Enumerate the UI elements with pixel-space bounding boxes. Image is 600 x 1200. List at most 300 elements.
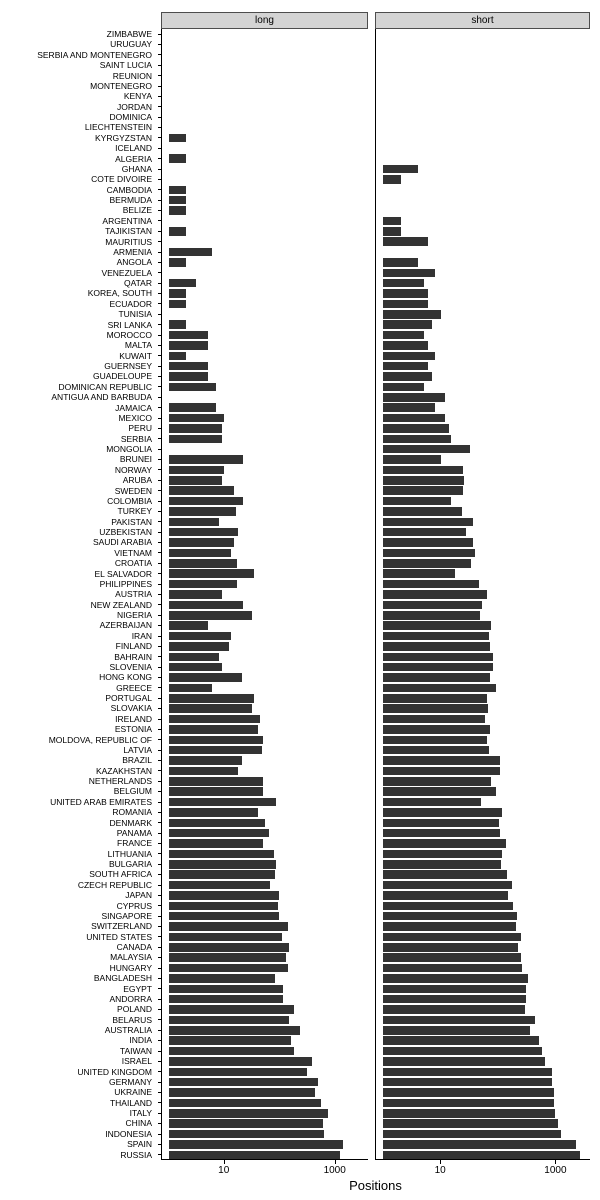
bar-short xyxy=(383,798,480,807)
bar-long xyxy=(169,611,252,620)
panel-short xyxy=(375,29,590,1160)
bar-short xyxy=(383,569,455,578)
country-label: RUSSIA xyxy=(120,1149,152,1160)
bar-short xyxy=(383,1088,553,1097)
bar-long xyxy=(169,902,277,911)
country-label: SERBIA xyxy=(120,433,152,444)
country-label: NIGERIA xyxy=(117,610,152,621)
bar-short xyxy=(383,881,512,890)
bar-long xyxy=(169,601,243,610)
bar-long xyxy=(169,912,278,921)
country-label: ANDORRA xyxy=(109,993,152,1004)
bar-short xyxy=(383,974,527,983)
country-label: GUADELOUPE xyxy=(92,371,152,382)
bar-long xyxy=(169,414,224,423)
panel-long xyxy=(161,29,368,1160)
bar-long xyxy=(169,518,219,527)
country-label: SAUDI ARABIA xyxy=(92,537,152,548)
bar-long xyxy=(169,424,222,433)
country-label: POLAND xyxy=(117,1004,152,1015)
bar-long xyxy=(169,466,224,475)
bar-short xyxy=(383,611,479,620)
country-label: ARMENIA xyxy=(113,246,152,257)
bar-long xyxy=(169,756,242,765)
country-label: EL SALVADOR xyxy=(94,568,152,579)
bar-short xyxy=(383,372,431,381)
country-label: KOREA, SOUTH xyxy=(87,288,152,299)
bar-long xyxy=(169,1088,314,1097)
bar-long xyxy=(169,300,186,309)
country-label: PORTUGAL xyxy=(105,693,152,704)
country-label: CAMBODIA xyxy=(106,184,152,195)
bar-long xyxy=(169,933,282,942)
bar-long xyxy=(169,673,242,682)
bar-long xyxy=(169,642,229,651)
bar-long xyxy=(169,1026,299,1035)
country-label: MALAYSIA xyxy=(110,952,152,963)
country-label: MAURITIUS xyxy=(105,236,152,247)
bar-long xyxy=(169,569,254,578)
bar-short xyxy=(383,850,502,859)
country-label: NETHERLANDS xyxy=(88,776,152,787)
bar-short xyxy=(383,331,423,340)
bar-short xyxy=(383,175,400,184)
bar-long xyxy=(169,1047,294,1056)
bar-long xyxy=(169,403,216,412)
bar-short xyxy=(383,933,520,942)
bar-short xyxy=(383,289,428,298)
bar-long xyxy=(169,767,238,776)
country-label: ISRAEL xyxy=(121,1056,152,1067)
country-label: BERMUDA xyxy=(109,195,152,206)
bar-short xyxy=(383,258,418,267)
bar-long xyxy=(169,549,231,558)
country-label: BRAZIL xyxy=(122,755,152,766)
country-label: TURKEY xyxy=(117,506,152,517)
country-label: JORDAN xyxy=(117,101,152,112)
bar-long xyxy=(169,486,234,495)
country-label: MALTA xyxy=(124,340,152,351)
bar-short xyxy=(383,403,435,412)
bar-short xyxy=(383,590,486,599)
bar-short xyxy=(383,819,498,828)
bar-long xyxy=(169,559,237,568)
bar-short xyxy=(383,715,484,724)
bar-short xyxy=(383,455,440,464)
bar-long xyxy=(169,1109,327,1118)
country-label: REUNION xyxy=(112,70,152,81)
bar-long xyxy=(169,953,285,962)
bar-long xyxy=(169,808,257,817)
bar-short xyxy=(383,808,502,817)
bar-short xyxy=(383,736,487,745)
bar-long xyxy=(169,1036,291,1045)
bar-short xyxy=(383,953,520,962)
bar-short xyxy=(383,922,516,931)
country-label: UNITED ARAB EMIRATES xyxy=(50,796,152,807)
country-label: PHILIPPINES xyxy=(99,578,152,589)
bar-long xyxy=(169,839,263,848)
bar-long xyxy=(169,632,231,641)
bar-long xyxy=(169,736,263,745)
bar-short xyxy=(383,237,428,246)
bar-short xyxy=(383,320,431,329)
country-label: VENEZUELA xyxy=(101,267,152,278)
bar-long xyxy=(169,974,275,983)
bar-short xyxy=(383,341,428,350)
country-label: GHANA xyxy=(121,163,152,174)
bar-long xyxy=(169,704,252,713)
bar-long xyxy=(169,1140,343,1149)
country-label: QATAR xyxy=(123,278,152,289)
x-axis-tick xyxy=(335,1160,336,1164)
x-axis-tick-label: 10 xyxy=(218,1165,230,1176)
country-label: CANADA xyxy=(116,942,152,953)
country-label: KAZAKHSTAN xyxy=(95,765,152,776)
bar-long xyxy=(169,964,287,973)
bar-long xyxy=(169,279,195,288)
bar-short xyxy=(383,424,449,433)
bar-short xyxy=(383,777,491,786)
bar-short xyxy=(383,497,450,506)
country-label: LIECHTENSTEIN xyxy=(84,122,152,133)
bar-short xyxy=(383,352,435,361)
country-label: AUSTRIA xyxy=(115,589,152,600)
bar-short xyxy=(383,435,450,444)
bar-short xyxy=(383,310,440,319)
bar-short xyxy=(383,829,499,838)
bar-long xyxy=(169,227,186,236)
bar-short xyxy=(383,528,466,537)
bar-short xyxy=(383,756,499,765)
bar-short xyxy=(383,902,512,911)
country-label: ROMANIA xyxy=(112,807,152,818)
bar-short xyxy=(383,383,423,392)
country-label: HUNGARY xyxy=(109,962,152,973)
bar-long xyxy=(169,870,275,879)
bar-short xyxy=(383,165,418,174)
country-label: BRUNEI xyxy=(119,454,152,465)
country-label: BULGARIA xyxy=(109,859,152,870)
bar-short xyxy=(383,466,462,475)
country-label: SLOVENIA xyxy=(109,661,152,672)
bar-long xyxy=(169,383,216,392)
country-label: BAHRAIN xyxy=(114,651,152,662)
country-label: TAJIKISTAN xyxy=(105,226,152,237)
bar-long xyxy=(169,829,269,838)
bar-long xyxy=(169,196,186,205)
bar-long xyxy=(169,435,222,444)
strip-label-short: short xyxy=(471,15,494,26)
strip-header-short xyxy=(375,12,590,29)
bar-short xyxy=(383,891,508,900)
country-label: UZBEKISTAN xyxy=(99,527,152,538)
country-label: DENMARK xyxy=(109,817,152,828)
country-label: SPAIN xyxy=(127,1139,152,1150)
country-label: MOLDOVA, REPUBLIC OF xyxy=(48,734,152,745)
bar-long xyxy=(169,1005,294,1014)
bar-short xyxy=(383,621,491,630)
country-label: CROATIA xyxy=(114,558,152,569)
bar-long xyxy=(169,538,234,547)
country-label: INDONESIA xyxy=(105,1128,152,1139)
country-label: CHINA xyxy=(125,1118,152,1129)
country-label: MONGOLIA xyxy=(106,444,152,455)
bar-long xyxy=(169,497,243,506)
bar-short xyxy=(383,704,487,713)
bar-long xyxy=(169,331,208,340)
bar-short xyxy=(383,1130,561,1139)
bar-long xyxy=(169,684,212,693)
country-label: KENYA xyxy=(123,91,152,102)
country-label: COLOMBIA xyxy=(107,495,152,506)
country-label: PAKISTAN xyxy=(111,516,152,527)
bar-short xyxy=(383,1109,554,1118)
bar-short xyxy=(383,673,490,682)
strip-label-long: long xyxy=(255,15,274,26)
bar-short xyxy=(383,300,428,309)
bar-short xyxy=(383,559,471,568)
bar-long xyxy=(169,455,243,464)
bar-short xyxy=(383,1005,524,1014)
bar-short xyxy=(383,995,525,1004)
country-label: AZERBAIJAN xyxy=(99,620,152,631)
bar-short xyxy=(383,787,496,796)
country-label: ECUADOR xyxy=(109,298,152,309)
country-label: MONTENEGRO xyxy=(90,80,152,91)
bar-long xyxy=(169,1151,340,1160)
x-axis-tick-label: 10 xyxy=(434,1165,446,1176)
bar-short xyxy=(383,601,481,610)
bar-short xyxy=(383,362,428,371)
bar-short xyxy=(383,767,499,776)
bar-long xyxy=(169,134,186,143)
bar-short xyxy=(383,476,463,485)
bar-long xyxy=(169,777,263,786)
bar-long xyxy=(169,985,283,994)
bar-long xyxy=(169,341,208,350)
x-axis-tick-label: 1000 xyxy=(544,1165,567,1176)
country-label: INDIA xyxy=(129,1035,152,1046)
bar-long xyxy=(169,352,186,361)
country-label: BANGLADESH xyxy=(93,973,152,984)
country-label: SWITZERLAND xyxy=(91,921,152,932)
bar-short xyxy=(383,269,435,278)
bar-short xyxy=(383,694,487,703)
bar-short xyxy=(383,684,496,693)
country-label: ITALY xyxy=(129,1108,152,1119)
bar-long xyxy=(169,372,208,381)
bar-short xyxy=(383,964,522,973)
bar-long xyxy=(169,1068,307,1077)
bar-short xyxy=(383,217,400,226)
country-label: ARGENTINA xyxy=(102,215,152,226)
country-label: ANTIGUA AND BARBUDA xyxy=(51,392,152,403)
country-label: BELARUS xyxy=(112,1014,152,1025)
bar-long xyxy=(169,186,186,195)
bar-short xyxy=(383,538,472,547)
bar-short xyxy=(383,860,501,869)
country-label: SERBIA AND MONTENEGRO xyxy=(37,49,152,60)
bar-long xyxy=(169,694,254,703)
country-label: ICELAND xyxy=(115,143,152,154)
bar-long xyxy=(169,507,236,516)
bar-long xyxy=(169,320,186,329)
bar-long xyxy=(169,1016,289,1025)
country-label: GREECE xyxy=(116,682,152,693)
country-label: IRAN xyxy=(131,630,152,641)
country-label: ZIMBABWE xyxy=(106,29,152,39)
bar-short xyxy=(383,507,461,516)
bar-short xyxy=(383,1099,554,1108)
bar-long xyxy=(169,715,260,724)
x-axis-title: Positions xyxy=(349,1178,402,1193)
country-label: JAPAN xyxy=(125,890,152,901)
y-axis-country-labels xyxy=(0,29,157,1160)
bar-long xyxy=(169,206,186,215)
country-label: SWEDEN xyxy=(114,485,152,496)
country-label: NEW ZEALAND xyxy=(90,599,152,610)
country-label: KUWAIT xyxy=(119,350,152,361)
country-label: AUSTRALIA xyxy=(104,1025,152,1036)
country-label: DOMINICA xyxy=(109,112,152,122)
bar-short xyxy=(383,414,445,423)
bar-long xyxy=(169,1119,322,1128)
bar-short xyxy=(383,943,518,952)
bar-short xyxy=(383,1140,576,1149)
bar-short xyxy=(383,985,525,994)
bar-long xyxy=(169,289,186,298)
country-label: LATVIA xyxy=(123,744,152,755)
bar-short xyxy=(383,870,506,879)
bar-short xyxy=(383,227,400,236)
country-label: PERU xyxy=(128,423,152,434)
bar-short xyxy=(383,1057,544,1066)
country-label: MEXICO xyxy=(118,412,152,423)
country-label: PANAMA xyxy=(116,827,152,838)
country-label: VIETNAM xyxy=(114,547,152,558)
bar-long xyxy=(169,819,265,828)
bar-short xyxy=(383,912,516,921)
bar-short xyxy=(383,725,490,734)
country-label: SOUTH AFRICA xyxy=(89,869,152,880)
bar-long xyxy=(169,995,283,1004)
x-axis-tick xyxy=(440,1160,441,1164)
country-label: ALGERIA xyxy=(115,153,152,164)
country-label: NORWAY xyxy=(114,464,152,475)
bar-long xyxy=(169,746,261,755)
country-label: UNITED KINGDOM xyxy=(77,1066,152,1077)
bar-long xyxy=(169,850,273,859)
bar-short xyxy=(383,1016,535,1025)
bar-long xyxy=(169,528,238,537)
country-label: SLOVAKIA xyxy=(110,703,152,714)
strip-header-long xyxy=(161,12,368,29)
bar-short xyxy=(383,632,488,641)
bar-long xyxy=(169,476,222,485)
country-label: SRI LANKA xyxy=(107,319,152,330)
bar-long xyxy=(169,590,222,599)
country-label: GERMANY xyxy=(109,1076,152,1087)
bar-short xyxy=(383,445,469,454)
bar-long xyxy=(169,787,263,796)
bar-long xyxy=(169,653,219,662)
country-label: SINGAPORE xyxy=(101,910,152,921)
bar-short xyxy=(383,518,472,527)
bar-long xyxy=(169,621,208,630)
country-label: EGYPT xyxy=(123,983,152,994)
bar-long xyxy=(169,1130,324,1139)
country-label: JAMAICA xyxy=(115,402,152,413)
country-label: BELIZE xyxy=(122,205,152,216)
bar-short xyxy=(383,580,479,589)
country-label: BELGIUM xyxy=(113,786,152,797)
country-label: COTE DIVOIRE xyxy=(91,174,152,185)
x-axis-tick xyxy=(555,1160,556,1164)
bar-short xyxy=(383,549,475,558)
country-label: CYPRUS xyxy=(116,900,152,911)
country-label: SAINT LUCIA xyxy=(99,60,152,71)
bar-short xyxy=(383,1036,538,1045)
country-label: URUGUAY xyxy=(110,39,152,50)
bar-long xyxy=(169,798,276,807)
country-label: IRELAND xyxy=(115,713,152,724)
country-label: LITHUANIA xyxy=(107,848,152,859)
bar-long xyxy=(169,154,186,163)
bar-long xyxy=(169,922,288,931)
bar-short xyxy=(383,486,462,495)
bar-long xyxy=(169,725,257,734)
country-label: TUNISIA xyxy=(118,309,152,320)
bar-long xyxy=(169,881,270,890)
bar-short xyxy=(383,1119,557,1128)
bar-long xyxy=(169,891,278,900)
bar-short xyxy=(383,653,492,662)
bar-long xyxy=(169,248,212,257)
bar-short xyxy=(383,746,488,755)
country-label: THAILAND xyxy=(109,1097,152,1108)
country-label: DOMINICAN REPUBLIC xyxy=(58,381,152,392)
bar-short xyxy=(383,663,492,672)
bar-short xyxy=(383,1078,551,1087)
bar-short xyxy=(383,839,505,848)
country-label: GUERNSEY xyxy=(104,361,152,372)
bar-short xyxy=(383,1026,530,1035)
country-label: ARUBA xyxy=(122,475,152,486)
x-axis-tick xyxy=(224,1160,225,1164)
country-label: CZECH REPUBLIC xyxy=(77,879,152,890)
country-label: FRANCE xyxy=(117,838,152,849)
bar-short xyxy=(383,1151,580,1160)
bar-short xyxy=(383,279,423,288)
x-axis-tick-label: 1000 xyxy=(323,1165,346,1176)
country-label: KYRGYZSTAN xyxy=(95,132,152,143)
bar-long xyxy=(169,1078,318,1087)
bar-long xyxy=(169,943,289,952)
country-label: TAIWAN xyxy=(119,1045,152,1056)
bar-long xyxy=(169,362,208,371)
country-label: FINLAND xyxy=(115,641,152,652)
country-label: ANGOLA xyxy=(116,257,152,268)
bar-short xyxy=(383,1047,542,1056)
bar-long xyxy=(169,663,222,672)
country-label: UKRAINE xyxy=(114,1087,152,1098)
bar-long xyxy=(169,1099,320,1108)
bar-short xyxy=(383,1068,551,1077)
country-label: MOROCCO xyxy=(106,329,152,340)
country-label: ESTONIA xyxy=(114,724,152,735)
bar-short xyxy=(383,393,445,402)
